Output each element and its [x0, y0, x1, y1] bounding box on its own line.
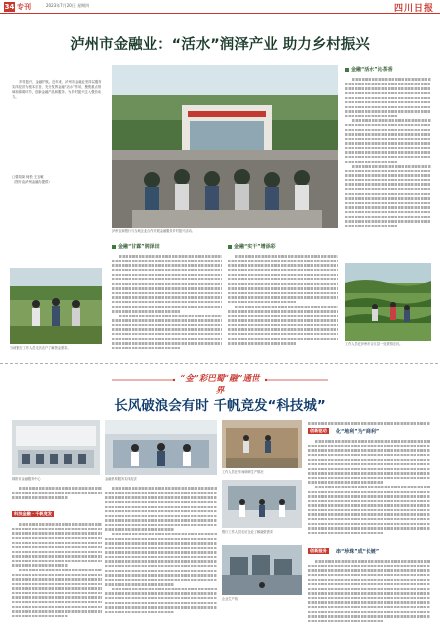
hero-photo-caption: 泸州农商银行与当地企业合作开展金融服务乡村振兴活动。	[112, 229, 195, 233]
series-banner-line1: “金”彩巴蜀	[180, 374, 225, 384]
tag-innovation-driven: 创新驱动	[310, 428, 327, 433]
section-divider	[0, 363, 440, 364]
series-banner	[104, 368, 336, 396]
story2-right-column-b	[308, 558, 430, 628]
story2-right-column-a	[308, 438, 430, 544]
byline-authors: □曾周岗 何松 王玉敏	[12, 175, 44, 179]
tag-innovation-service: 创新服务	[310, 548, 327, 553]
story2-headline: 长风破浪会有时 千帆竞发“科技城”	[114, 398, 326, 414]
story1-lead: 乡村振兴，金融护航。近年来，泸州市金融业坚持以服务实体经济为根本宗旨，充分发挥金融“活水”作用，聚焦重点领域和薄弱环节，创新金融产品和服务，为乡村振兴注入强劲动力。	[12, 80, 102, 99]
bank-visit-caption: 银行工作人员走访企业了解融资需求	[222, 530, 273, 534]
right-column-text	[345, 76, 431, 258]
workshop-caption: 工作人员在车间调研生产情况	[222, 470, 264, 474]
farmers-photo	[10, 268, 102, 344]
byline-credit: （图片由泸州金融办提供）	[12, 180, 52, 184]
story2-middle-column	[105, 485, 217, 628]
middle-column-text-a	[112, 253, 222, 358]
finance-center-caption: 绵阳市金融服务中心	[12, 477, 41, 481]
hero-photo-bank-building	[112, 65, 338, 228]
middle-column-text-b	[228, 253, 338, 358]
subheading-3	[228, 243, 276, 250]
workshop-photo	[222, 420, 302, 468]
story2-right-top-text	[308, 420, 430, 428]
subheading-3-text: 金融“实干”增添彩	[234, 244, 276, 250]
tea-garden-photo	[345, 263, 431, 341]
subheading-marker	[345, 68, 349, 72]
newspaper-logo: 四川日报	[393, 4, 434, 14]
story1-byline	[12, 175, 104, 185]
series-banner-text	[178, 372, 262, 396]
subheading-marker	[228, 245, 232, 249]
subheading-marker	[112, 245, 116, 249]
production-line-caption: 企业生产线	[222, 597, 238, 601]
subheading-1	[345, 66, 393, 73]
story2-intro-text	[12, 485, 102, 505]
finance-center-photo	[12, 420, 100, 475]
story1-headline: 泸州市金融业：“活水”润泽产业 助力乡村振兴	[70, 37, 370, 53]
subheading-1-text: 金融“活水”沁茶香	[351, 67, 393, 73]
section-name: 专刊	[17, 3, 31, 11]
tag-innovation-service-text: 串“珍珠”成“长链”	[336, 549, 380, 555]
subheading-2-text: 金融“甘霖”润泽田	[118, 244, 160, 250]
tea-garden-caption: 工作人员在泸州市合江县一处茶园走访。	[345, 342, 403, 346]
series-banner-line2: “融”通世界	[215, 374, 260, 396]
finance-service-photo	[105, 420, 217, 475]
story2-left-column	[12, 521, 102, 629]
bank-visit-photo	[222, 480, 302, 528]
masthead	[0, 0, 440, 14]
production-line-photo	[222, 545, 302, 595]
finance-service-caption: 金融机构服务实体经济	[105, 477, 137, 481]
subheading-2	[112, 243, 160, 250]
story2-sub-left-text: 科技金融 · 千帆竞发	[14, 511, 53, 516]
page-number: 34	[4, 3, 15, 11]
farmers-caption: 当地银行工作人员走访农户了解资金需求。	[10, 346, 71, 350]
story2-subheading-left	[12, 511, 54, 517]
tag-innovation-driven-text: 化“地利”为“商利”	[336, 429, 380, 435]
issue-date: 2023年7月20日 星期四	[46, 3, 90, 8]
